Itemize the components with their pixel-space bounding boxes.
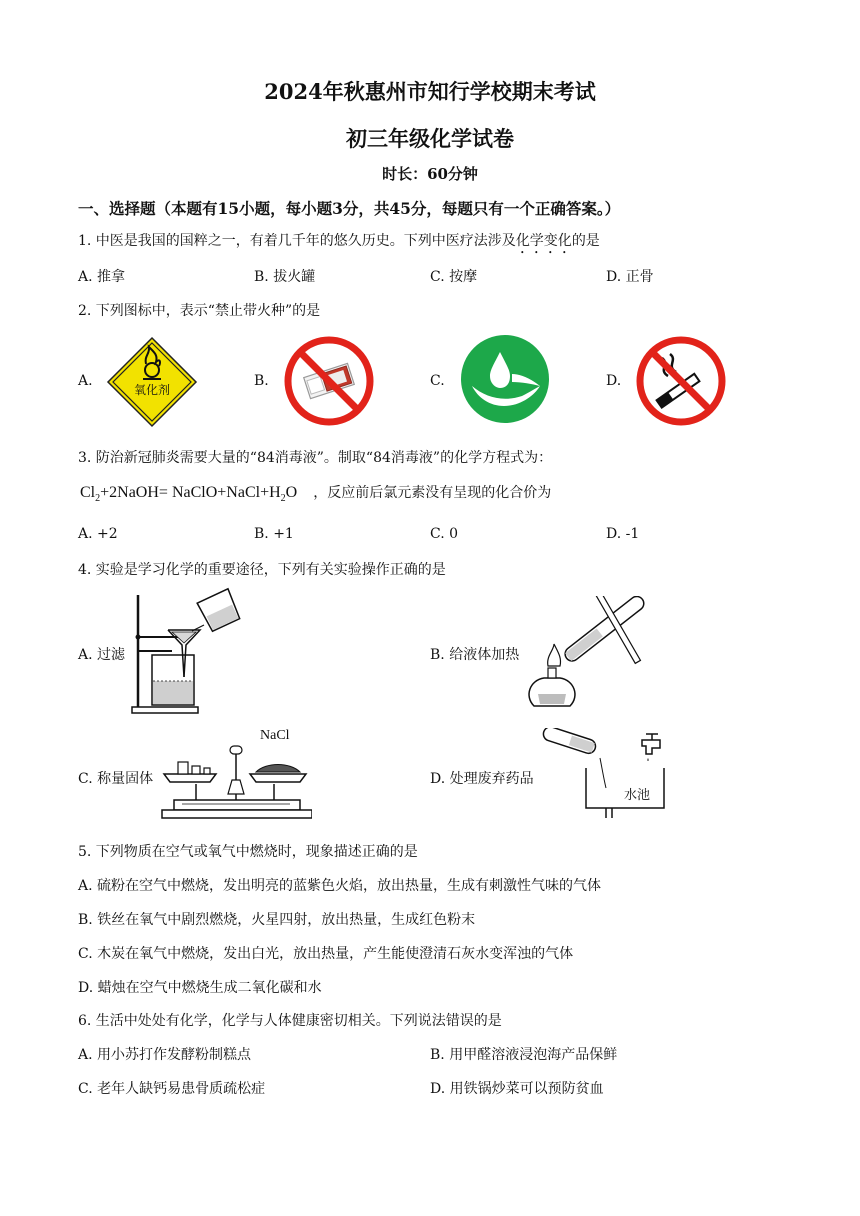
sink-label: 水池 [624, 788, 651, 803]
question-1-emphasis: 化学变化 [515, 233, 572, 249]
exam-duration: 时长：60分钟 [382, 165, 478, 183]
question-6-option-b: B. 用甲醛溶液浸泡海产品保鲜 [430, 1047, 618, 1063]
question-5-stem: 5. 下列物质在空气或氧气中燃烧时，现象描述正确的是 [78, 844, 418, 860]
heating-liquid-figure [520, 596, 650, 716]
question-2-option-d-label: D. [606, 373, 622, 389]
equation-middle: +2NaOH= NaClO+NaCl+H [100, 484, 281, 501]
oxidizer-warning-icon [106, 336, 198, 428]
question-2-option-c-label: C. [430, 373, 445, 389]
water-saving-icon [460, 334, 550, 424]
question-6-option-c: C. 老年人缺钙易患骨质疏松症 [78, 1081, 266, 1097]
question-6-option-d: D. 用铁锅炒菜可以预防贫血 [430, 1081, 604, 1097]
question-2-option-a-label: A. [78, 373, 93, 389]
question-3-stem: 3. 防治新冠肺炎需要大量的“84消毒液”。制取“84消毒液”的化学方程式为： [78, 450, 553, 466]
question-4-option-b: B. 给液体加热 [430, 647, 520, 663]
exam-subtitle: 初三年级化学试卷 [346, 126, 514, 151]
nacl-label: NaCl [260, 728, 290, 743]
section-heading: 一、选择题（本题有15小题，每小题3分，共45分，每题只有一个正确答案。） [78, 199, 621, 218]
question-3-option-d: D. -1 [606, 526, 640, 542]
exam-title: 2024年秋惠州市知行学校期末考试 [264, 79, 596, 104]
equation-sub-2: 2 [280, 493, 286, 505]
question-1-option-d: D. 正骨 [606, 269, 654, 285]
no-fire-source-icon [284, 336, 374, 426]
equation-sub-1: 2 [95, 493, 101, 505]
oxidizer-label: 氧化剂 [133, 383, 171, 397]
question-3-option-b: B. +1 [254, 526, 294, 542]
question-4-option-d: D. 处理废弃药品 [430, 771, 534, 787]
balance-figure [156, 744, 312, 822]
equation-cl: Cl [80, 484, 96, 501]
chemical-equation [80, 482, 551, 504]
question-5-option-a: A. 硫粉在空气中燃烧，发出明亮的蓝紫色火焰，放出热量，生成有刺激性气味的气体 [78, 878, 602, 894]
waste-disposal-figure [542, 728, 672, 820]
question-4-option-a: A. 过滤 [78, 647, 126, 663]
question-4-stem: 4. 实验是学习化学的重要途径，下列有关实验操作正确的是 [78, 562, 446, 578]
question-3-option-c: C. 0 [430, 526, 459, 542]
question-4-option-c: C. 称量固体 [78, 771, 154, 787]
question-3-option-a: A. +2 [78, 526, 118, 542]
question-2-stem: 2. 下列图标中，表示“禁止带火种”的是 [78, 303, 321, 319]
equation-end: O [285, 484, 298, 501]
question-1-stem-suffix: 的是 [571, 233, 600, 249]
equation-question: ，反应前后氯元素没有呈现的化合价为 [313, 485, 552, 501]
question-5-option-d: D. 蜡烛在空气中燃烧生成二氧化碳和水 [78, 980, 322, 996]
no-smoking-icon [636, 336, 726, 426]
question-6-stem: 6. 生活中处处有化学，化学与人体健康密切相关。下列说法错误的是 [78, 1013, 502, 1029]
question-1-option-b: B. 拔火罐 [254, 269, 316, 285]
question-1-option-a: A. 推拿 [78, 269, 126, 285]
question-5-option-c: C. 木炭在氧气中燃烧，发出白光，放出热量，产生能使澄清石灰水变浑浊的气体 [78, 946, 574, 962]
question-5-option-b: B. 铁丝在氧气中剧烈燃烧，火星四射，放出热量，生成红色粉末 [78, 912, 476, 928]
question-1-option-c: C. 按摩 [430, 269, 478, 285]
question-2-option-b-label: B. [254, 373, 269, 389]
question-1-stem-prefix: 1. 中医是我国的国粹之一，有着几千年的悠久历史。下列中医疗法涉及 [78, 233, 516, 249]
question-1-stem [78, 230, 600, 257]
question-6-option-a: A. 用小苏打作发酵粉制糕点 [78, 1047, 252, 1063]
filtration-apparatus-figure [128, 585, 248, 717]
